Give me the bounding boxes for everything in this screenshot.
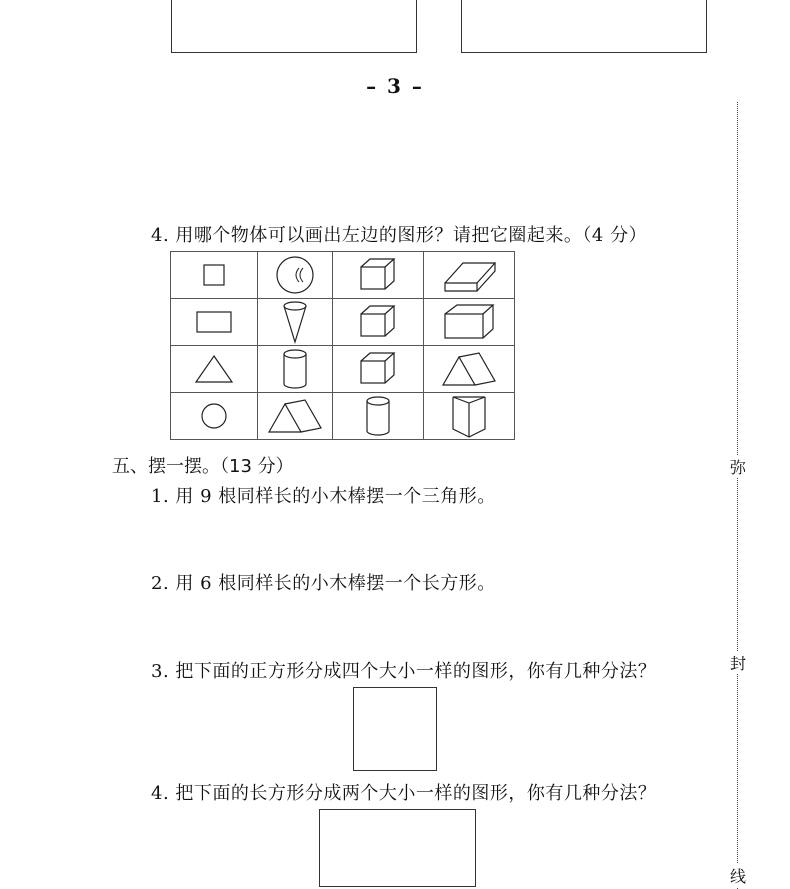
triangular-prism-upright-icon [447, 393, 491, 439]
flat-box-icon [439, 255, 499, 295]
option-cell[interactable] [333, 299, 424, 346]
ball-icon [273, 253, 317, 297]
target-cell [171, 299, 258, 346]
option-cell[interactable] [258, 346, 333, 393]
option-cell[interactable] [258, 252, 333, 299]
option-cell[interactable] [424, 393, 515, 440]
target-cell [171, 252, 258, 299]
answer-box-left [171, 0, 417, 53]
prism-icon [265, 396, 325, 436]
table-row [171, 252, 515, 299]
section-5-q3: 3. 把下面的正方形分成四个大小一样的图形，你有几种分法？ [151, 661, 657, 682]
seal-char-feng: 封 [727, 651, 749, 674]
cube-icon [356, 302, 400, 342]
triangle-icon [192, 352, 236, 386]
cube-icon [356, 349, 400, 389]
option-cell[interactable] [424, 299, 515, 346]
rectangle-to-divide[interactable] [319, 809, 476, 887]
cuboid-icon [441, 302, 497, 342]
cylinder-icon [279, 347, 311, 391]
section-5-q4: 4. 把下面的长方形分成两个大小一样的图形，你有几种分法？ [151, 783, 657, 804]
option-cell[interactable] [333, 252, 424, 299]
answer-box-right [461, 0, 707, 53]
option-cell[interactable] [424, 346, 515, 393]
option-cell[interactable] [258, 393, 333, 440]
cone-icon [280, 300, 310, 344]
prism-icon [439, 349, 499, 389]
circle-icon [197, 399, 231, 433]
seal-line [737, 102, 738, 889]
square-icon [199, 260, 229, 290]
target-cell [171, 393, 258, 440]
seal-char-mi: 弥 [727, 455, 749, 478]
section-5-title: 五、摆一摆。（13 分） [112, 456, 294, 477]
cylinder-icon [362, 394, 394, 438]
page-number: – 3 – [366, 74, 424, 98]
q4-shapes-text: 4. 用哪个物体可以画出左边的图形？请把它圈起来。（4 分） [151, 225, 648, 246]
table-row [171, 299, 515, 346]
table-row [171, 393, 515, 440]
section-5-q1: 1. 用 9 根同样长的小木棒摆一个三角形。 [151, 486, 496, 507]
section-5-q2: 2. 用 6 根同样长的小木棒摆一个长方形。 [151, 573, 496, 594]
option-cell[interactable] [258, 299, 333, 346]
option-cell[interactable] [424, 252, 515, 299]
table-row [171, 346, 515, 393]
shapes-table [170, 251, 515, 440]
option-cell[interactable] [333, 393, 424, 440]
cube-icon [356, 255, 400, 295]
target-cell [171, 346, 258, 393]
option-cell[interactable] [333, 346, 424, 393]
rectangle-icon [194, 307, 234, 337]
seal-char-xian: 线 [727, 864, 749, 887]
square-to-divide[interactable] [353, 687, 437, 771]
